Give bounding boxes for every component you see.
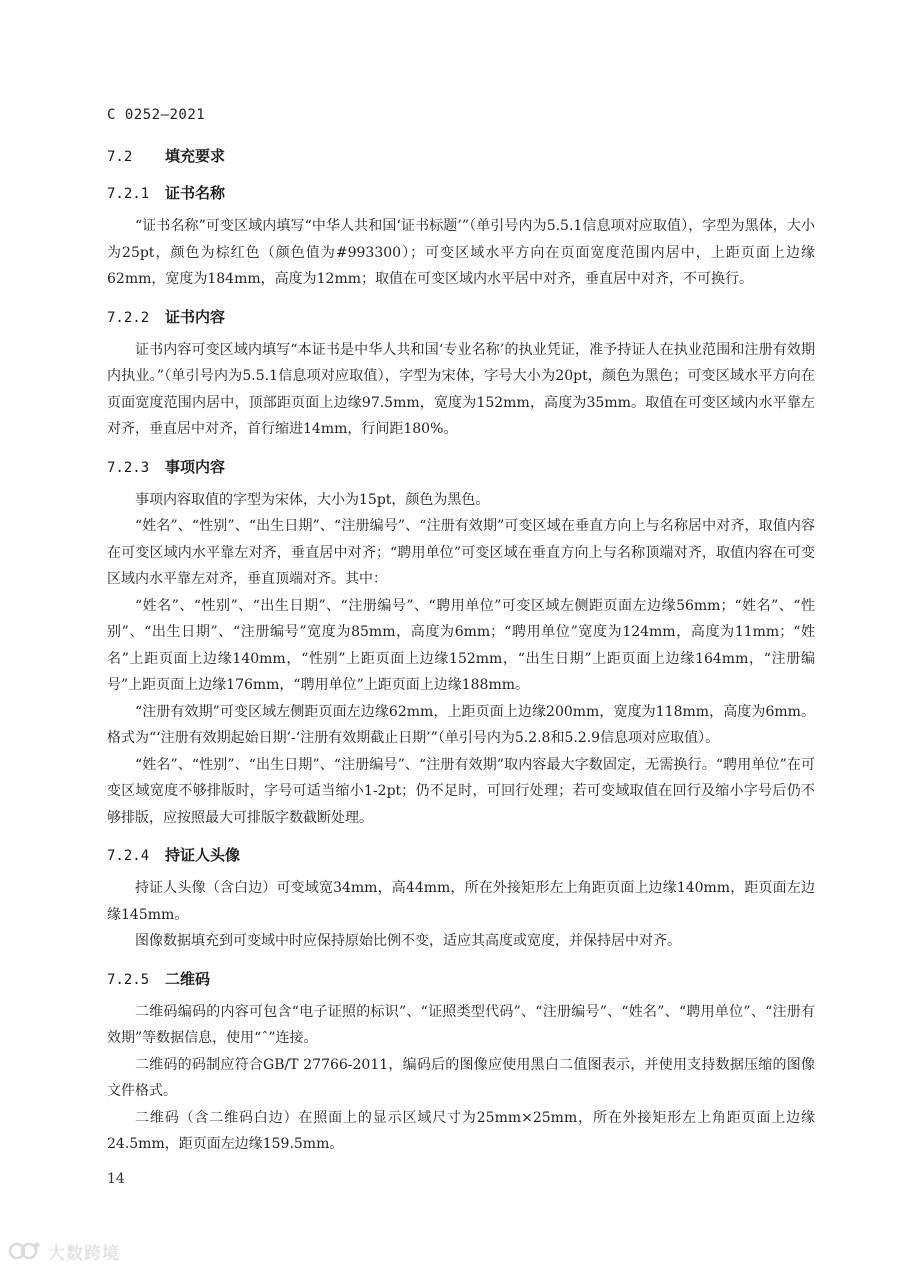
- section-heading-7-2-5: [107, 969, 815, 989]
- section-number: 7.2.2: [107, 309, 150, 326]
- section-title: 证书名称: [165, 184, 226, 202]
- brand-logo-icon: [8, 1238, 42, 1264]
- document-body: [107, 146, 815, 1158]
- paragraph: 二维码（含二维码白边）在照面上的显示区域尺寸为25mm×25mm，所在外接矩形左上角距页面上边缘24.5mm，距页面左边缘159.5mm。: [107, 1109, 815, 1152]
- section-title: 持证人头像: [165, 846, 241, 864]
- watermark-text: 大数跨境: [48, 1243, 120, 1264]
- paragraph: 事项内容取值的字型为宋体，大小为15pt，颜色为黑色。: [135, 491, 490, 508]
- paragraph: 二维码的码制应符合GB/T 27766-2011，编码后的图像应使用黑白二值图表示，并使用支持数据压缩的图像文件格式。: [107, 1056, 815, 1099]
- paragraph: “注册有效期”可变区域左侧距页面左边缘62mm，上距页面上边缘200mm，宽度为118mm，高度为6mm。格式为“‘注册有效期起始日期’-‘注册有效期截止日期’”（单引号内为5.2.8和5.2.9信息项对应取值）。: [107, 703, 815, 746]
- section-title: 二维码: [165, 969, 211, 988]
- paragraph: 图像数据填充到可变域中时应保持原始比例不变，适应其高度或宽度，并保持居中对齐。: [135, 933, 681, 949]
- section-number: 7.2.4: [107, 848, 150, 864]
- section-title: 证书内容: [165, 307, 226, 326]
- section-heading-7-2: [107, 146, 815, 166]
- section-heading-7-2-4: [107, 845, 815, 865]
- paragraph: “证书名称”可变区域内填写“中华人共和国‘证书标题’”（单引号内为5.5.1信息项对应取值），字型为黑体，大小为25pt，颜色为棕红色（颜色值为#993300）；可变区域水平方向在页面宽度范围内居中，上距页面上边缘62mm，宽度为184mm，高度为12mm；取值在可变区域内水平居中对齐，垂直居中对齐，不可换行。: [107, 218, 815, 287]
- watermark: [8, 1238, 120, 1264]
- paragraph: 证书内容可变区域内填写“本证书是中华人共和国‘专业名称’的执业凭证，准予持证人在执业范围和注册有效期内执业。”（单引号内为5.5.1信息项对应取值），字型为宋体，字号大小为20pt，颜色为黑色；可变区域水平方向在页面宽度范围内居中，顶部距页面上边缘97.5mm，宽度为152mm，高度为35mm。取值在可变区域内水平靠左对齐，垂直居中对齐，首行缩进14mm，行间距180%。: [107, 341, 815, 437]
- document-code: C 0252—2021: [107, 107, 206, 123]
- paragraph: 持证人头像（含白边）可变域宽34mm，高44mm，所在外接矩形左上角距页面上边缘140mm，距页面左边缘145mm。: [107, 880, 815, 923]
- section-number: 7.2.5: [107, 971, 150, 988]
- section-heading-7-2-2: [107, 307, 815, 327]
- section-title: 事项内容: [165, 457, 226, 476]
- section-heading-7-2-1: [107, 183, 815, 203]
- section-heading-7-2-3: [107, 457, 815, 477]
- page-number: 14: [107, 1171, 125, 1187]
- paragraph: “姓名”、“性别”、“出生日期”、“注册编号”、“注册有效期”可变区域在垂直方向上与名称居中对齐，取值内容在可变区域内水平靠左对齐，垂直居中对齐；“聘用单位”可变区域在垂直方向上与名称顶端对齐，取值内容在可变区域内水平靠左对齐，垂直顶端对齐。其中：: [107, 518, 815, 587]
- section-title: 填充要求: [165, 147, 226, 165]
- paragraph: 二维码编码的内容可包含“电子证照的标识”、“证照类型代码”、“注册编号”、“姓名”、“聘用单位”、“注册有效期”等数据信息，使用“ˆ”连接。: [107, 1003, 815, 1046]
- section-number: 7.2: [107, 149, 133, 165]
- paragraph: “姓名”、“性别”、“出生日期”、“注册编号”、“注册有效期”取内容最大字数固定，无需换行。“聘用单位”在可变区域宽度不够排版时，字号可适当缩小1-2pt；仍不足时，可回行处理；若可变域取值在回行及缩小字号后仍不够排版，应按照最大可排版字数截断处理。: [107, 756, 815, 826]
- section-number: 7.2.1: [107, 186, 150, 202]
- paragraph: “姓名”、“性别”、“出生日期”、“注册编号”、“聘用单位”可变区域左侧距页面左边缘56mm；“姓名”、“性别”、“出生日期”、“注册编号”宽度为85mm，高度为6mm；“聘用单位”宽度为124mm，高度为11mm；“姓名”上距页面上边缘140mm，“性别”上距页面上边缘152mm，“出生日期”上距页面上边缘164mm，“注册编号”上距页面上边缘176mm，“聘用单位”上距页面上边缘188mm。: [107, 597, 815, 693]
- section-number: 7.2.3: [107, 459, 150, 476]
